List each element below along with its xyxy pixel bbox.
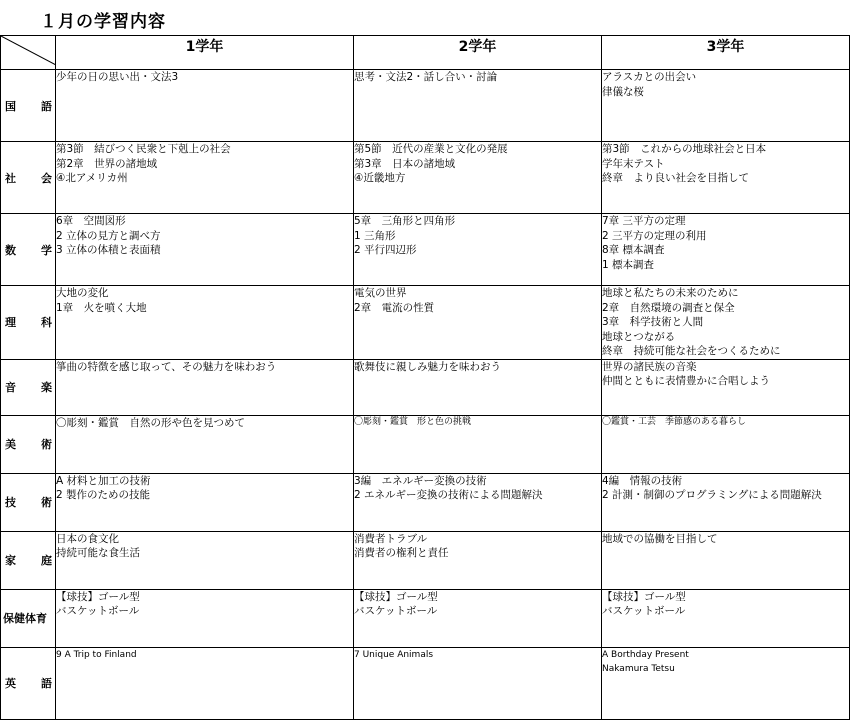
content-cell-grade-2 — [354, 70, 602, 142]
subject-label — [1, 214, 56, 286]
subject-label — [1, 473, 56, 531]
subject-char: 数 — [5, 243, 16, 257]
content-line: 7 Unique Animals — [354, 649, 434, 660]
content-cell-grade-1 — [56, 647, 354, 719]
subject-name: 保健体育 — [3, 612, 47, 625]
content-line: 仲間とともに表情豊かに合唱しよう — [602, 375, 770, 387]
content-line: 2章 電流の性質 — [354, 301, 435, 314]
content-line: 消費者の権利と責任 — [354, 547, 449, 559]
content-line: 3編 エネルギー変換の技術 — [354, 474, 487, 487]
content-cell-grade-1 — [56, 142, 354, 214]
content-cell-grade-3 — [602, 647, 850, 719]
content-line: 2 製作のための技能 — [56, 489, 151, 501]
subject-row-katei — [1, 531, 850, 589]
content-cell-grade-1 — [56, 70, 354, 142]
content-line: 消費者トラブル — [354, 532, 428, 545]
content-cell-grade-1 — [56, 214, 354, 286]
subject-label — [1, 359, 56, 415]
subject-label — [1, 142, 56, 214]
subject-label — [1, 531, 56, 589]
subject-row-hoken-taiiku — [1, 589, 850, 647]
content-cell-grade-3 — [602, 359, 850, 415]
subject-char: 楽 — [41, 381, 52, 394]
content-line: 2 平行四辺形 — [354, 244, 417, 256]
page-title: １月の学習内容 — [40, 12, 166, 32]
content-line: 2 エネルギー変換の技術による問題解決 — [354, 489, 543, 501]
content-cell-grade-1 — [56, 359, 354, 415]
content-cell-grade-2 — [354, 142, 602, 214]
content-line: 日本の食文化 — [56, 532, 119, 545]
content-line: 2 三平方の定理の利用 — [602, 229, 707, 242]
subject-row-ongaku — [1, 359, 850, 415]
content-line: 8章 標本調査 — [602, 244, 665, 256]
content-line: バスケットボール — [354, 605, 438, 617]
subject-char: 社 — [5, 171, 16, 185]
content-line: A Borthday Present — [602, 649, 689, 660]
subject-row-kokugo — [1, 70, 850, 142]
subject-char: 技 — [5, 496, 16, 509]
content-cell-grade-3 — [602, 589, 850, 647]
content-cell-grade-3 — [602, 214, 850, 286]
subject-char: 国 — [5, 99, 16, 113]
content-line: 第3節 結びつく民衆と下剋上の社会 — [56, 143, 231, 155]
subject-char: 術 — [41, 438, 52, 451]
content-line: 思考・文法2・話し合い・討論 — [354, 71, 498, 83]
diagonal-line — [1, 36, 56, 65]
content-line: Nakamura Tetsu — [602, 663, 675, 674]
corner-cell — [1, 36, 56, 70]
content-line: 電気の世界 — [354, 287, 407, 299]
content-line: 第3節 これからの地球社会と日本 — [602, 143, 767, 155]
content-line: 9 A Trip to Finland — [56, 649, 137, 660]
content-line: 1章 火を噴く大地 — [56, 301, 147, 314]
grade-header-2: 2学年 — [354, 36, 602, 70]
content-line: 〇鑑賞・工芸 季節感のある暮らし — [602, 416, 747, 427]
subject-label — [1, 286, 56, 360]
content-cell-grade-2 — [354, 415, 602, 473]
content-cell-grade-2 — [354, 214, 602, 286]
subject-label — [1, 647, 56, 719]
content-line: 第5節 近代の産業と文化の発展 — [354, 143, 508, 155]
content-line: バスケットボール — [602, 605, 686, 617]
content-line: A 材料と加工の技術 — [56, 474, 151, 487]
content-cell-grade-3 — [602, 142, 850, 214]
content-line: 学年末テスト — [602, 157, 665, 170]
content-cell-grade-2 — [354, 359, 602, 415]
subject-char: 術 — [41, 496, 52, 509]
content-line: バスケットボール — [56, 605, 140, 617]
content-line: 2章 自然環境の調査と保全 — [602, 301, 735, 314]
subject-row-sugaku — [1, 214, 850, 286]
content-line: 1 三角形 — [354, 229, 396, 242]
content-line: アラスカとの出会い — [602, 71, 697, 83]
content-line: ④近畿地方 — [354, 172, 406, 184]
subject-char: 英 — [5, 677, 16, 690]
content-line: 〇彫刻・鑑賞 形と色の挑戦 — [354, 416, 472, 427]
content-line: 【球技】ゴール型 — [602, 590, 686, 603]
content-line: 〇彫刻・鑑賞 自然の形や色を見つめて — [56, 416, 245, 429]
content-cell-grade-2 — [354, 647, 602, 719]
content-line: 地球とつながる — [602, 330, 676, 343]
content-cell-grade-1 — [56, 286, 354, 360]
content-cell-grade-1 — [56, 415, 354, 473]
subject-row-bijutsu — [1, 415, 850, 473]
content-line: 2 立体の見方と調べ方 — [56, 229, 161, 242]
subject-char: 語 — [41, 99, 52, 113]
content-line: 歌舞伎に親しみ魅力を味わおう — [354, 360, 501, 373]
content-line: 7章 三平方の定理 — [602, 215, 686, 227]
subject-char: 理 — [5, 316, 16, 330]
content-cell-grade-2 — [354, 589, 602, 647]
subject-label — [1, 415, 56, 473]
grade-header-3: 3学年 — [602, 36, 850, 70]
subject-char: 美 — [5, 438, 16, 451]
content-line: 3章 科学技術と人間 — [602, 316, 704, 328]
content-line: 箏曲の特徴を感じ取って、その魅力を味わおう — [56, 360, 277, 373]
content-line: 3 立体の体積と表面積 — [56, 244, 161, 256]
content-line: 終章 より良い社会を目指して — [602, 172, 749, 184]
content-cell-grade-1 — [56, 473, 354, 531]
content-line: ④北アメリカ州 — [56, 172, 128, 184]
content-cell-grade-3 — [602, 473, 850, 531]
content-line: 律儀な桜 — [602, 85, 644, 98]
content-line: 5章 三角形と四角形 — [354, 215, 456, 227]
subject-row-eigo — [1, 647, 850, 719]
subject-char: 学 — [41, 243, 52, 257]
subject-row-shakai — [1, 142, 850, 214]
content-line: 【球技】ゴール型 — [354, 590, 438, 603]
content-cell-grade-2 — [354, 531, 602, 589]
schedule-table — [0, 35, 850, 720]
content-cell-grade-3 — [602, 70, 850, 142]
subject-char: 会 — [41, 171, 52, 185]
content-line: 地球と私たちの未来のために — [602, 287, 739, 299]
content-cell-grade-1 — [56, 589, 354, 647]
subject-char: 庭 — [41, 554, 52, 567]
content-cell-grade-2 — [354, 473, 602, 531]
content-line: 大地の変化 — [56, 287, 109, 299]
subject-char: 科 — [41, 316, 52, 330]
content-line: 地域での協働を目指して — [602, 532, 718, 545]
content-line: 終章 持続可能な社会をつくるために — [602, 345, 781, 357]
content-cell-grade-1 — [56, 531, 354, 589]
subject-row-gijutsu — [1, 473, 850, 531]
subject-char: 家 — [5, 554, 16, 567]
content-line: 1 標本調査 — [602, 258, 655, 271]
content-line: 4編 情報の技術 — [602, 474, 683, 487]
subject-label — [1, 589, 56, 647]
subject-char: 音 — [5, 381, 16, 394]
content-line: 世界の諸民族の音楽 — [602, 360, 697, 373]
subject-row-rika — [1, 286, 850, 360]
subject-label — [1, 70, 56, 142]
content-line: 少年の日の思い出・文法3 — [56, 71, 179, 83]
content-line: 持続可能な食生活 — [56, 547, 140, 559]
content-line: 第2章 世界の諸地域 — [56, 157, 158, 170]
content-line: 6章 空間図形 — [56, 215, 126, 227]
header-row — [1, 36, 850, 70]
content-cell-grade-3 — [602, 286, 850, 360]
content-line: 第3章 日本の諸地域 — [354, 157, 456, 170]
content-line: 2 計測・制御のプログラミングによる問題解決 — [602, 489, 822, 501]
content-cell-grade-2 — [354, 286, 602, 360]
subject-char: 語 — [41, 677, 52, 690]
content-cell-grade-3 — [602, 415, 850, 473]
content-line: 【球技】ゴール型 — [56, 590, 140, 603]
grade-header-1: 1学年 — [56, 36, 354, 70]
content-cell-grade-3 — [602, 531, 850, 589]
